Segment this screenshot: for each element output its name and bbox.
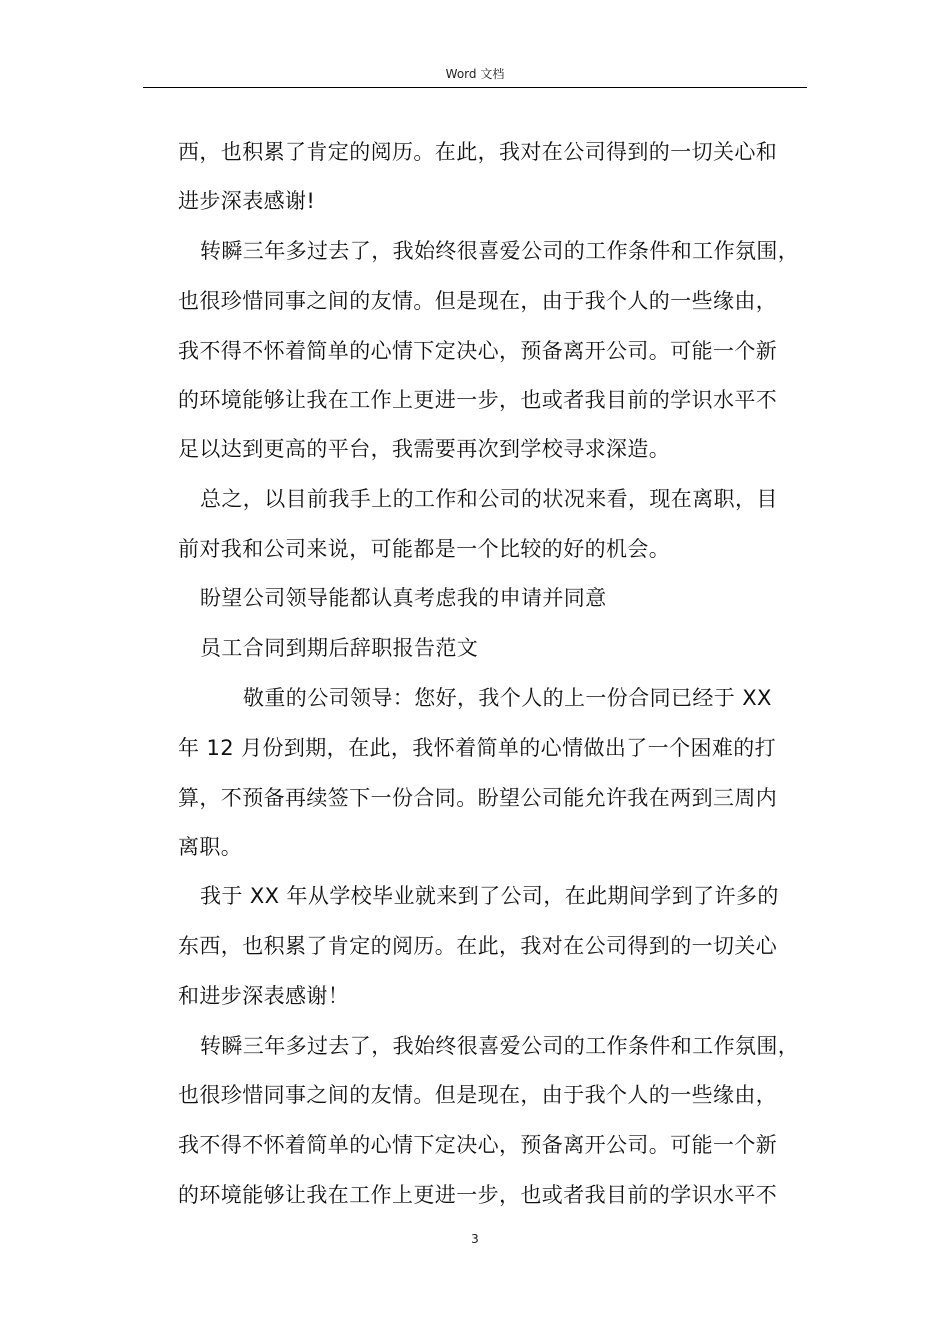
page-number: 3	[471, 1232, 479, 1246]
body-line: 进步深表感谢!	[178, 189, 316, 213]
body-line: 我于 XX 年从学校毕业就来到了公司，在此期间学到了许多的	[200, 884, 779, 908]
body-line: 和进步深表感谢！	[178, 984, 350, 1008]
body-line: 算，不预备再续签下一份合同。盼望公司能允许我在两到三周内	[178, 786, 778, 810]
body-line: 的环境能够让我在工作上更进一步，也或者我目前的学识水平不	[178, 388, 778, 412]
body-line: 前对我和公司来说，可能都是一个比较的好的机会。	[178, 537, 671, 561]
body-line: 东西，也积累了肯定的阅历。在此，我对在公司得到的一切关心	[178, 934, 778, 958]
body-line: 西，也积累了肯定的阅历。在此，我对在公司得到的一切关心和	[178, 140, 778, 164]
body-line: 盼望公司领导能都认真考虑我的申请并同意	[200, 586, 607, 610]
body-line: 我不得不怀着简单的心情下定决心，预备离开公司。可能一个新	[178, 339, 778, 363]
body-line: 转瞬三年多过去了，我始终很喜爱公司的工作条件和工作氛围，	[200, 239, 800, 263]
body-line: 足以达到更高的平台，我需要再次到学校寻求深造。	[178, 437, 671, 461]
page-header: Word 文档	[445, 67, 505, 81]
body-line: 离职。	[178, 835, 243, 859]
body-line: 敬重的公司领导：您好，我个人的上一份合同已经于 XX	[243, 686, 772, 710]
body-line: 我不得不怀着简单的心情下定决心，预备离开公司。可能一个新	[178, 1133, 778, 1157]
body-line: 转瞬三年多过去了，我始终很喜爱公司的工作条件和工作氛围，	[200, 1034, 800, 1058]
body-line: 的环境能够让我在工作上更进一步，也或者我目前的学识水平不	[178, 1183, 778, 1207]
body-line: 总之，以目前我手上的工作和公司的状况来看，现在离职，目	[200, 487, 778, 511]
body-line: 也很珍惜同事之间的友情。但是现在，由于我个人的一些缘由，	[178, 1083, 778, 1107]
header-divider	[143, 87, 807, 88]
section-title: 员工合同到期后辞职报告范文	[200, 636, 479, 660]
body-line: 也很珍惜同事之间的友情。但是现在，由于我个人的一些缘由，	[178, 289, 778, 313]
body-line: 年 12 月份到期，在此，我怀着简单的心情做出了一个困难的打	[178, 736, 777, 760]
